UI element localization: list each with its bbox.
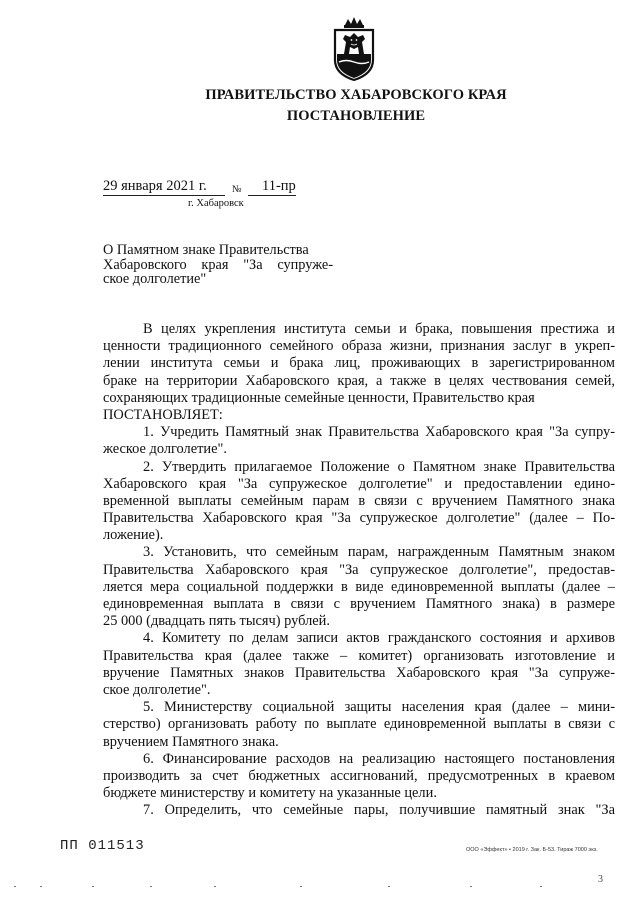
body-line: 7. Определить, что семейные пары, получившие памятный знак "За <box>143 802 615 819</box>
body-line: Правительства Хабаровского края "За супружеское долголетие", предостав- <box>103 561 615 578</box>
body-line: производить за счет бюджетных ассигнований, предусмотренных в краевом <box>103 767 615 784</box>
body-line: бюджете министерству и комитету на указанные цели. <box>103 785 437 802</box>
body-line: 25 000 (двадцать пять тысяч) рублей. <box>103 613 330 630</box>
decree-body <box>103 321 615 819</box>
body-line: лении института семьи и брака лиц, проживающих в зарегистрированном <box>103 355 615 372</box>
number-underline <box>248 195 296 196</box>
body-line: ценности традиционного семейного образа жизни, признания заслуг в укреп- <box>103 338 615 355</box>
body-line: 6. Финансирование расходов на реализацию настоящего постановления <box>143 750 615 767</box>
document-type-title: ПОСТАНОВЛЕНИЕ <box>286 108 426 124</box>
body-line: вручением Памятного знака. <box>103 733 279 750</box>
body-line: вручение Памятных знаков Правительства Хабаровского края "За супруже- <box>103 664 615 681</box>
body-line: сохраняющих традиционные семейные ценности, Правительство края <box>103 389 535 406</box>
subject-line: ское долголетие" <box>103 271 207 287</box>
serial-number: ПП 011513 <box>60 838 145 854</box>
body-line: 3. Установить, что семейным парам, награжденным Памятным знаком <box>143 544 615 561</box>
body-line: В целях укрепления института семьи и брака, повышения престижа и <box>143 321 615 337</box>
page-corner-mark: 3 <box>598 874 603 885</box>
decree-subject <box>103 243 333 287</box>
body-line: ляется мера социальной поддержки в виде единовременной выплаты (далее – <box>103 578 615 595</box>
subject-line: О Памятном знаке Правительства <box>103 242 309 258</box>
body-line: стерство) организовать работу по выплате единовременной выплаты в связи с <box>103 716 615 733</box>
print-info: ООО «Эффект» • 2019 г. Зак. Б-53. Тираж 7000 экз. <box>466 847 598 853</box>
scan-marks <box>0 882 640 898</box>
body-line: ское долголетие". <box>103 681 211 698</box>
decree-city: г. Хабаровск <box>188 198 244 209</box>
body-line: Хабаровского края "За супружеское долголетие" и предоставлении едино- <box>103 475 615 492</box>
government-title: ПРАВИТЕЛЬСТВО ХАБАРОВСКОГО КРАЯ <box>205 87 507 103</box>
subject-line: Хабаровского края "За супруже- <box>103 256 333 273</box>
coat-of-arms-icon <box>331 16 377 82</box>
body-line: ПОСТАНОВЛЯЕТ: <box>103 406 223 423</box>
body-line: единовременная выплата в связи с вручением Памятного знака) в размере <box>103 596 615 612</box>
body-line: Правительства края (далее также – комитет) организовать изготовление и <box>103 647 615 664</box>
body-line: жеское долголетие". <box>103 441 227 458</box>
body-line: браке на территории Хабаровского края, а также в целях чествования семей, <box>103 372 615 389</box>
body-line: временной выплаты семейным парам в связи с вручением Памятного знака <box>103 492 615 509</box>
body-line: ложение). <box>103 527 164 544</box>
decree-number: 11-пр <box>262 178 296 194</box>
body-line: Правительства Хабаровского края "За супружеское долголетие" (далее – По- <box>103 510 615 527</box>
body-line: 1. Учредить Памятный знак Правительства Хабаровского края "За супру- <box>143 424 615 441</box>
body-line: 2. Утвердить прилагаемое Положение о Памятном знаке Правительства <box>143 458 615 475</box>
number-sign: № <box>232 184 242 195</box>
date-underline <box>103 195 225 196</box>
decree-date: 29 января 2021 г. <box>103 178 207 194</box>
body-line: 4. Комитету по делам записи актов гражданского состояния и архивов <box>143 630 615 647</box>
body-line: 5. Министерству социальной защиты населения края (далее – мини- <box>143 699 615 716</box>
